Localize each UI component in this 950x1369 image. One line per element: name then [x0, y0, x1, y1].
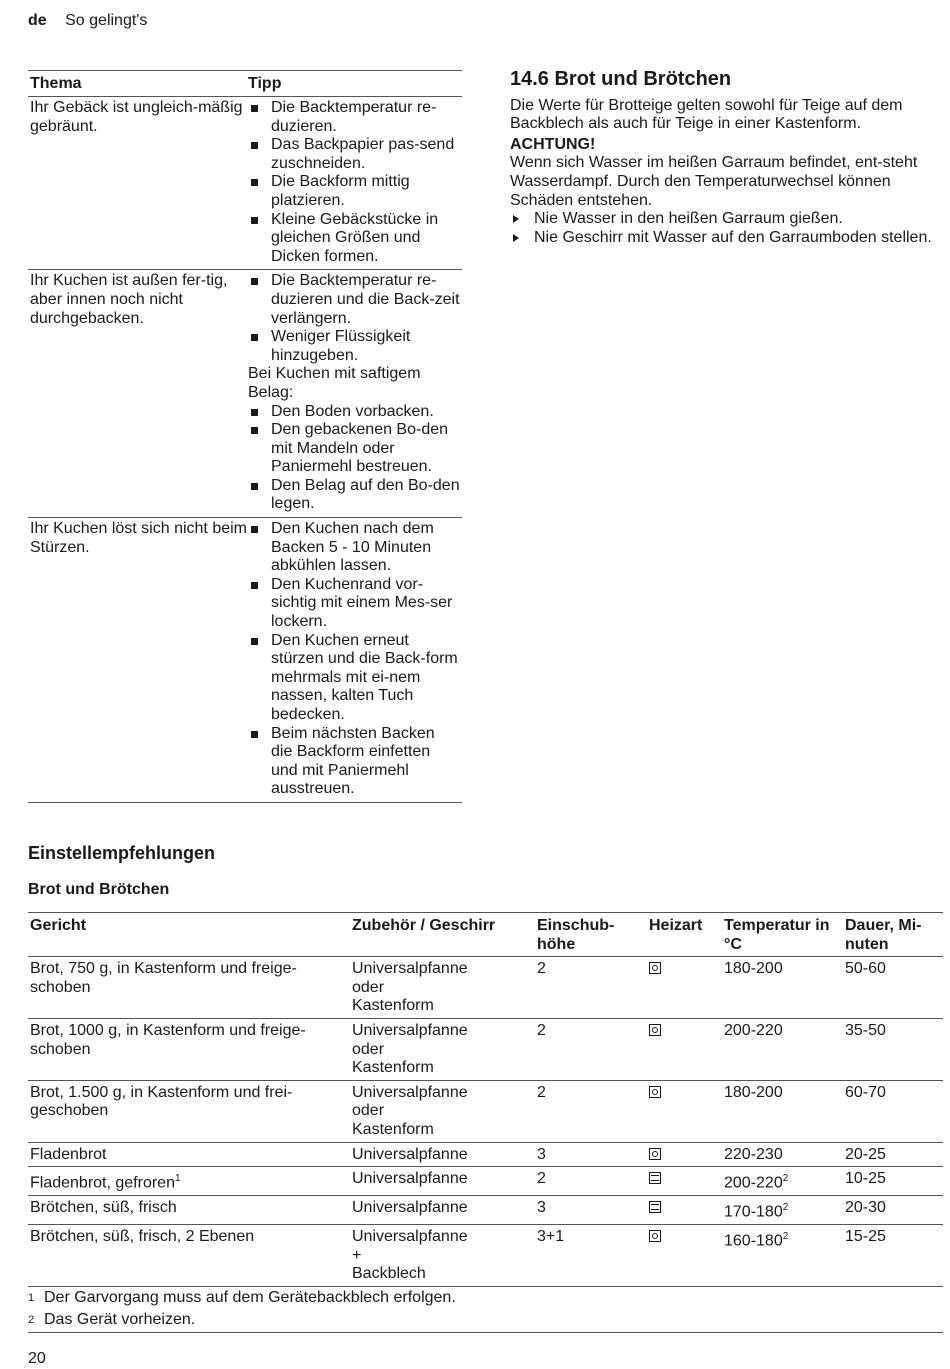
tip-item: Beim nächsten Backen die Backform einfetten und mit Paniermehl ausstreuen. [248, 725, 460, 799]
page-header [28, 12, 147, 30]
duration-cell: 20-25 [845, 1145, 886, 1163]
accessory-cell [350, 960, 535, 1016]
duration-cell: 10-25 [845, 1170, 886, 1188]
table-row [28, 97, 462, 270]
table-row [28, 1196, 943, 1225]
accessory-line: oder [352, 1102, 385, 1120]
heating-cell [647, 1022, 722, 1078]
language-code: de [28, 12, 47, 29]
tip-item: Weniger Flüssigkeit hinzugeben. [248, 328, 460, 365]
top-bottom-heat-icon [649, 1172, 661, 1184]
temperature-value: 170-180 [724, 1203, 783, 1221]
tips-table-header [28, 71, 462, 97]
level-cell: 2 [537, 960, 546, 978]
col-temperature: Temperatur in °C [724, 917, 830, 953]
warning-label: ACHTUNG! [510, 135, 596, 153]
tips-table [28, 70, 462, 803]
table-row [28, 1019, 943, 1081]
table-row [28, 1225, 943, 1287]
tip-item: Den Kuchen erneut stürzen und die Back-form mehrmals mit ei-nem nassen, kalten Tuch bedecken. [248, 632, 460, 725]
table-row [28, 957, 943, 1019]
dish-cell [28, 1228, 350, 1284]
temperature-value: 180-200 [724, 960, 783, 978]
footnote-text: Der Garvorgang muss auf dem Gerätebackblech erfolgen. [44, 1288, 456, 1306]
footnote-ref: 2 [782, 1230, 789, 1242]
step-1: Nie Wasser in den heißen Garraum gießen. [510, 210, 945, 229]
accessory-line: Universalpfanne [352, 1227, 468, 1245]
settings-table-body [28, 957, 943, 1287]
footnote-text: Das Gerät vorheizen. [44, 1311, 196, 1329]
table-row [28, 270, 462, 518]
dish-name: Fladenbrot [30, 1145, 107, 1163]
tip-item: Den Belag auf den Bo-den legen. [248, 477, 460, 514]
duration-cell: 15-25 [845, 1227, 886, 1245]
table-row [28, 1081, 943, 1143]
accessory-line: Kastenform [352, 1059, 434, 1077]
level-cell: 3+1 [537, 1227, 565, 1245]
temperature-cell [722, 1084, 843, 1140]
duration-cell: 35-50 [845, 1021, 886, 1039]
footnote [28, 1309, 943, 1332]
footnote-ref: 2 [782, 1202, 789, 1214]
heating-cell [647, 960, 722, 1016]
tip-topic: Ihr Gebäck ist ungleich-mäßig gebräunt. [30, 99, 243, 135]
temperature-value: 160-180 [724, 1232, 783, 1250]
col-level: Einschub-höhe [537, 917, 615, 953]
tip-item: Den Kuchen nach dem Backen 5 - 10 Minuten abkühlen lassen. [248, 520, 460, 576]
tip-item: Kleine Gebäckstücke in gleichen Größen und Dicken formen. [248, 211, 460, 267]
level-cell: 2 [537, 1021, 546, 1039]
dish-cell [28, 1199, 350, 1222]
fan-icon [649, 1148, 661, 1160]
footnote [28, 1287, 943, 1310]
footnote-number: 2 [28, 1314, 35, 1327]
temperature-cell [722, 1228, 843, 1284]
section-title: 14.6 Brot und Brötchen [510, 68, 732, 90]
tip-list [248, 99, 460, 266]
accessory-line: Universalpfanne [352, 1021, 468, 1039]
temperature-value: 180-200 [724, 1083, 783, 1101]
dish-cell [28, 1022, 350, 1078]
footnote-ref: 2 [782, 1173, 789, 1185]
accessory-cell [350, 1170, 535, 1193]
accessory-cell [350, 1146, 535, 1165]
fan-icon [649, 1024, 661, 1036]
temperature-cell [722, 1146, 843, 1165]
tip-list [248, 520, 460, 799]
dish-name: Brötchen, süß, frisch, 2 Ebenen [30, 1227, 255, 1245]
dish-name: Brot, 750 g, in Kastenform und freige-schoben [30, 960, 297, 996]
accessory-line: Kastenform [352, 1120, 434, 1138]
level-cell: 2 [537, 1170, 546, 1188]
temperature-value: 200-220 [724, 1021, 783, 1039]
fan-icon [649, 962, 661, 974]
section-intro: Die Werte für Brotteige gelten sowohl für Teige auf dem Backblech als auch für Teige in einer Kastenform. [510, 96, 903, 133]
accessory-cell [350, 1199, 535, 1222]
tip-list [248, 272, 460, 514]
level-cell: 2 [537, 1083, 546, 1101]
dish-cell [28, 1084, 350, 1140]
level-cell: 3 [537, 1199, 546, 1217]
col-duration: Dauer, Mi-nuten [845, 917, 922, 953]
dish-name: Brot, 1.500 g, in Kastenform und frei-geschoben [30, 1083, 293, 1120]
duration-cell: 20-30 [845, 1199, 886, 1217]
dish-name: Brot, 1000 g, in Kastenform und freige-schoben [30, 1021, 306, 1058]
temperature-cell [722, 1022, 843, 1078]
accessory-line: oder [352, 978, 385, 996]
col-tip: Tipp [248, 75, 282, 92]
tips-table-body [28, 97, 462, 803]
dish-name: Brötchen, süß, frisch [30, 1199, 177, 1217]
accessory-cell [350, 1228, 535, 1284]
warning-text: Wenn sich Wasser im heißen Garraum befindet, ent-steht Wasserdampf. Durch den Temperaturwechsel können Schäden entstehen. [510, 154, 918, 209]
accessory-line: oder [352, 1040, 385, 1058]
col-dish: Gericht [30, 917, 87, 934]
heating-cell [647, 1228, 722, 1284]
temperature-cell [722, 1170, 843, 1193]
settings-table [28, 912, 943, 1333]
tip-topic: Ihr Kuchen ist außen fer-tig, aber innen noch nicht durchgebacken. [30, 272, 228, 327]
accessory-line: + [352, 1246, 362, 1264]
footnote-ref: 1 [174, 1173, 181, 1185]
settings-subheading: Brot und Brötchen [28, 881, 170, 898]
table-row [28, 1167, 943, 1196]
accessory-line: Universalpfanne [352, 1170, 468, 1188]
accessory-line: Kastenform [352, 997, 434, 1015]
temperature-cell [722, 1199, 843, 1222]
footnotes [28, 1287, 943, 1333]
accessory-line: Universalpfanne [352, 1145, 468, 1163]
accessory-line: Backblech [352, 1265, 426, 1283]
col-accessory: Zubehör / Geschirr [352, 917, 496, 934]
tip-item: Die Backtemperatur re-duzieren und die Back-zeit verlängern. [248, 272, 460, 328]
heating-cell [647, 1146, 722, 1165]
tip-item: Das Backpapier pas-send zuschneiden. [248, 136, 460, 173]
top-bottom-heat-icon [649, 1201, 661, 1213]
accessory-cell [350, 1084, 535, 1140]
settings-heading: Einstellempfehlungen [28, 843, 216, 863]
heating-cell [647, 1084, 722, 1140]
accessory-line: Universalpfanne [352, 1199, 468, 1217]
step-2: Nie Geschirr mit Wasser auf den Garraumboden stellen. [510, 229, 945, 248]
dish-cell [28, 960, 350, 1016]
temperature-value: 200-220 [724, 1174, 783, 1192]
tip-item: Den Kuchenrand vor-sichtig mit einem Mes-ser lockern. [248, 576, 460, 632]
dish-cell [28, 1170, 350, 1193]
tip-item: Die Backform mittig platzieren. [248, 173, 460, 210]
tip-topic: Ihr Kuchen löst sich nicht beim Stürzen. [30, 520, 247, 556]
page-number: 20 [28, 1350, 46, 1367]
tip-item: Den gebackenen Bo-den mit Mandeln oder Paniermehl bestreuen. [248, 421, 460, 477]
accessory-line: Universalpfanne [352, 960, 468, 978]
tip-note: Bei Kuchen mit saftigem Belag: [248, 365, 421, 401]
temperature-cell [722, 960, 843, 1016]
accessory-line: Universalpfanne [352, 1083, 468, 1101]
fan-icon [649, 1086, 661, 1098]
table-row [28, 1143, 943, 1168]
chapter-title: So gelingt's [65, 12, 148, 29]
dish-cell [28, 1146, 350, 1165]
duration-cell: 60-70 [845, 1083, 886, 1101]
dish-name: Fladenbrot, gefroren [30, 1174, 175, 1192]
duration-cell: 50-60 [845, 960, 886, 978]
heating-cell [647, 1170, 722, 1193]
level-cell: 3 [537, 1145, 546, 1163]
bread-section [510, 70, 945, 247]
accessory-cell [350, 1022, 535, 1078]
table-row [28, 518, 462, 803]
heating-cell [647, 1199, 722, 1222]
col-heating: Heizart [649, 917, 703, 934]
tip-item: Die Backtemperatur re-duzieren. [248, 99, 460, 136]
tip-item: Den Boden vorbacken. [248, 403, 460, 422]
fan-icon [649, 1230, 661, 1242]
settings-table-header [28, 913, 943, 957]
col-topic: Thema [30, 75, 82, 92]
footnote-number: 1 [28, 1291, 35, 1304]
temperature-value: 220-230 [724, 1145, 783, 1163]
